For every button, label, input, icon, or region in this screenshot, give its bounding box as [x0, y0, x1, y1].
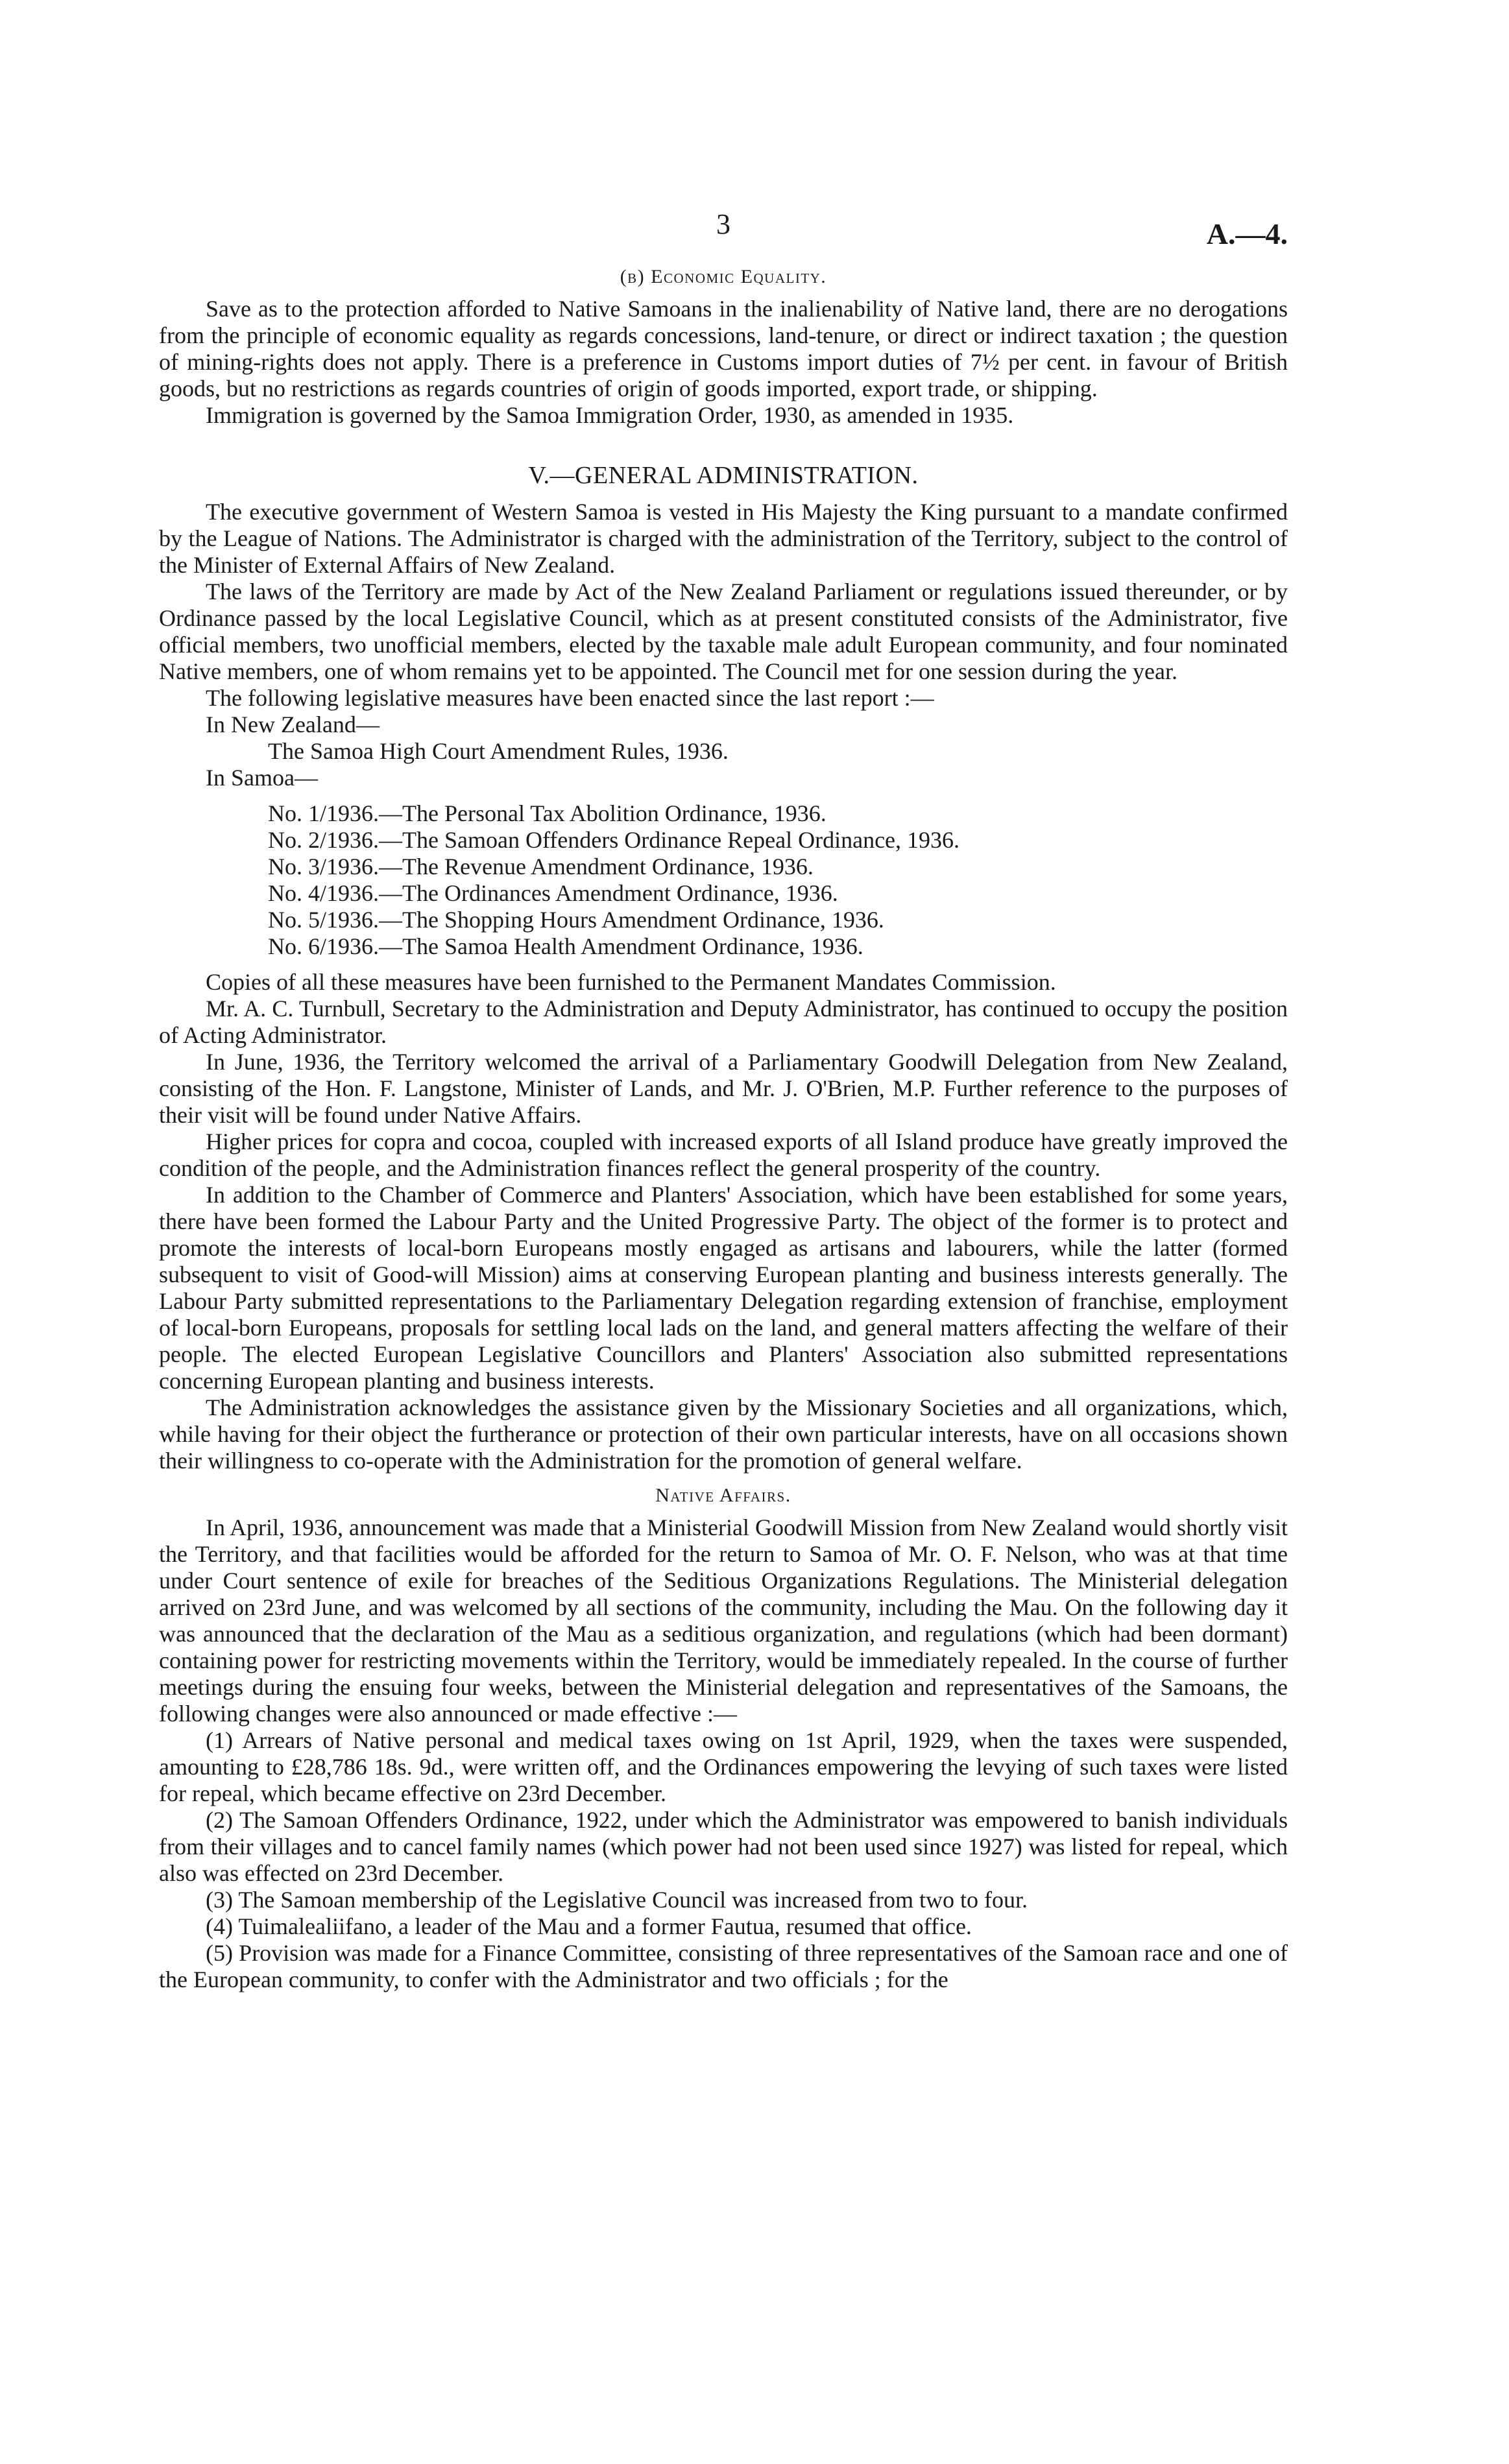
paragraph: The Administration acknowledges the assistance given by the Missionary Societies and all organizations, which, while having for their object the furtherance or protection of their own particular interests, have on all occasions shown their willingness to co-operate with the Administration for the promotion of general welfare.	[159, 1394, 1288, 1474]
paragraph: Mr. A. C. Turnbull, Secretary to the Administration and Deputy Administrator, has continued to occupy the position of Acting Administrator.	[159, 996, 1288, 1048]
paragraph: The laws of the Territory are made by Act of the New Zealand Parliament or regulations issued thereunder, or by Ordinance passed by the local Legislative Council, which as at present constituted consists of the Administrator, five official members, two unofficial members, elected by the taxable male adult European community, and four nominated Native members, one of whom remains yet to be appointed. The Council met for one session during the year.	[159, 579, 1288, 684]
numbered-paragraph: (5) Provision was made for a Finance Committee, consisting of three representatives of the Samoan race and one of the European community, to confer with the Administrator and two officials ; for the	[159, 1940, 1288, 1992]
document-page	[159, 208, 1288, 1993]
ordinance-item: No. 2/1936.—The Samoan Offenders Ordinance Repeal Ordinance, 1936.	[268, 827, 960, 853]
numbered-paragraph: (1) Arrears of Native personal and medical taxes owing on 1st April, 1929, when the taxes were suspended, amounting to £28,786 18s. 9d., were written off, and the Ordinances empowering the levying of such taxes were listed for repeal, which became effective on 23rd December.	[159, 1727, 1288, 1806]
ordinance-item: No. 4/1936.—The Ordinances Amendment Ordinance, 1936.	[268, 880, 838, 906]
numbered-paragraph: (2) The Samoan Offenders Ordinance, 1922, under which the Administrator was empowered to banish individuals from their villages and to cancel family names (which power had not been used since 1927) was listed for repeal, which also was effected on 23rd December.	[159, 1807, 1288, 1886]
list-label: In New Zealand—	[206, 712, 380, 737]
ordinance-item: No. 1/1936.—The Personal Tax Abolition Ordinance, 1936.	[268, 800, 827, 826]
general-administration-heading: V.—GENERAL ADMINISTRATION.	[528, 462, 919, 489]
ordinance-item: No. 5/1936.—The Shopping Hours Amendment Ordinance, 1936.	[268, 907, 884, 933]
paragraph: In April, 1936, announcement was made that a Ministerial Goodwill Mission from New Zealand would shortly visit the Territory, and that facilities would be afforded for the return to Samoa of Mr. O. F. Nelson, who was at that time under Court sentence of exile for breaches of the Seditious Organizations Regulations. The Ministerial delegation arrived on 23rd June, and was welcomed by all sections of the community, including the Mau. On the following day it was announced that the declaration of the Mau as a seditious organization, and regulations (which had been dormant) containing power for restricting movements within the Territory, would be immediately repealed. In the course of further meetings during the ensuing four weeks, between the Ministerial delegation and representatives of the Samoans, the following changes were also announced or made effective :—	[159, 1514, 1288, 1727]
list-label: In Samoa—	[206, 765, 318, 791]
ordinance-item: No. 3/1936.—The Revenue Amendment Ordinance, 1936.	[268, 854, 814, 879]
numbered-paragraph: (4) Tuimalealiifano, a leader of the Mau and a former Fautua, resumed that office.	[206, 1913, 972, 1939]
paragraph: Save as to the protection afforded to Native Samoans in the inalienability of Native land, there are no derogations from the principle of economic equality as regards concessions, land-tenure, or direct or indirect taxation ; the question of mining-rights does not apply. There is a preference in Customs import duties of 7½ per cent. in favour of British goods, but no restrictions as regards countries of origin of goods imported, export trade, or shipping.	[159, 296, 1288, 401]
paragraph: In addition to the Chamber of Commerce and Planters' Association, which have been established for some years, there have been formed the Labour Party and the United Progressive Party. The object of the former is to protect and promote the interests of local-born Europeans mostly engaged as artisans and labourers, while the latter (formed subsequent to visit of Good-will Mission) aims at conserving European planting and business interests generally. The Labour Party submitted representations to the Parliamentary Delegation regarding extension of franchise, employment of local-born Europeans, proposals for settling local lads on the land, and general matters affecting the welfare of their people. The elected European Legislative Councillors and Planters' Association also submitted representations concerning European planting and business interests.	[159, 1182, 1288, 1394]
list-item: The Samoa High Court Amendment Rules, 1936.	[268, 738, 729, 764]
economic-equality-heading: (b) Economic Equality.	[620, 266, 827, 287]
ordinance-item: No. 6/1936.—The Samoa Health Amendment Ordinance, 1936.	[268, 933, 863, 959]
paragraph: The following legislative measures have been enacted since the last report :—	[206, 685, 934, 711]
document-reference: A.—4.	[1206, 217, 1288, 250]
paragraph: The executive government of Western Samoa is vested in His Majesty the King pursuant to a mandate confirmed by the League of Nations. The Administrator is charged with the administration of the Territory, subject to the control of the Minister of External Affairs of New Zealand.	[159, 499, 1288, 578]
paragraph: Higher prices for copra and cocoa, coupled with increased exports of all Island produce have greatly improved the condition of the people, and the Administration finances reflect the general prosperity of the country.	[159, 1129, 1288, 1181]
page-header	[159, 208, 1288, 266]
paragraph: In June, 1936, the Territory welcomed the arrival of a Parliamentary Goodwill Delegation from New Zealand, consisting of the Hon. F. Langstone, Minister of Lands, and Mr. J. O'Brien, M.P. Further reference to the purposes of their visit will be found under Native Affairs.	[159, 1049, 1288, 1128]
numbered-paragraph: (3) The Samoan membership of the Legislative Council was increased from two to four.	[206, 1887, 1028, 1913]
paragraph: Copies of all these measures have been furnished to the Permanent Mandates Commission.	[206, 969, 1056, 995]
paragraph: Immigration is governed by the Samoa Immigration Order, 1930, as amended in 1935.	[206, 402, 1014, 428]
native-affairs-heading: Native Affairs.	[655, 1485, 791, 1506]
page-number: 3	[716, 208, 730, 240]
